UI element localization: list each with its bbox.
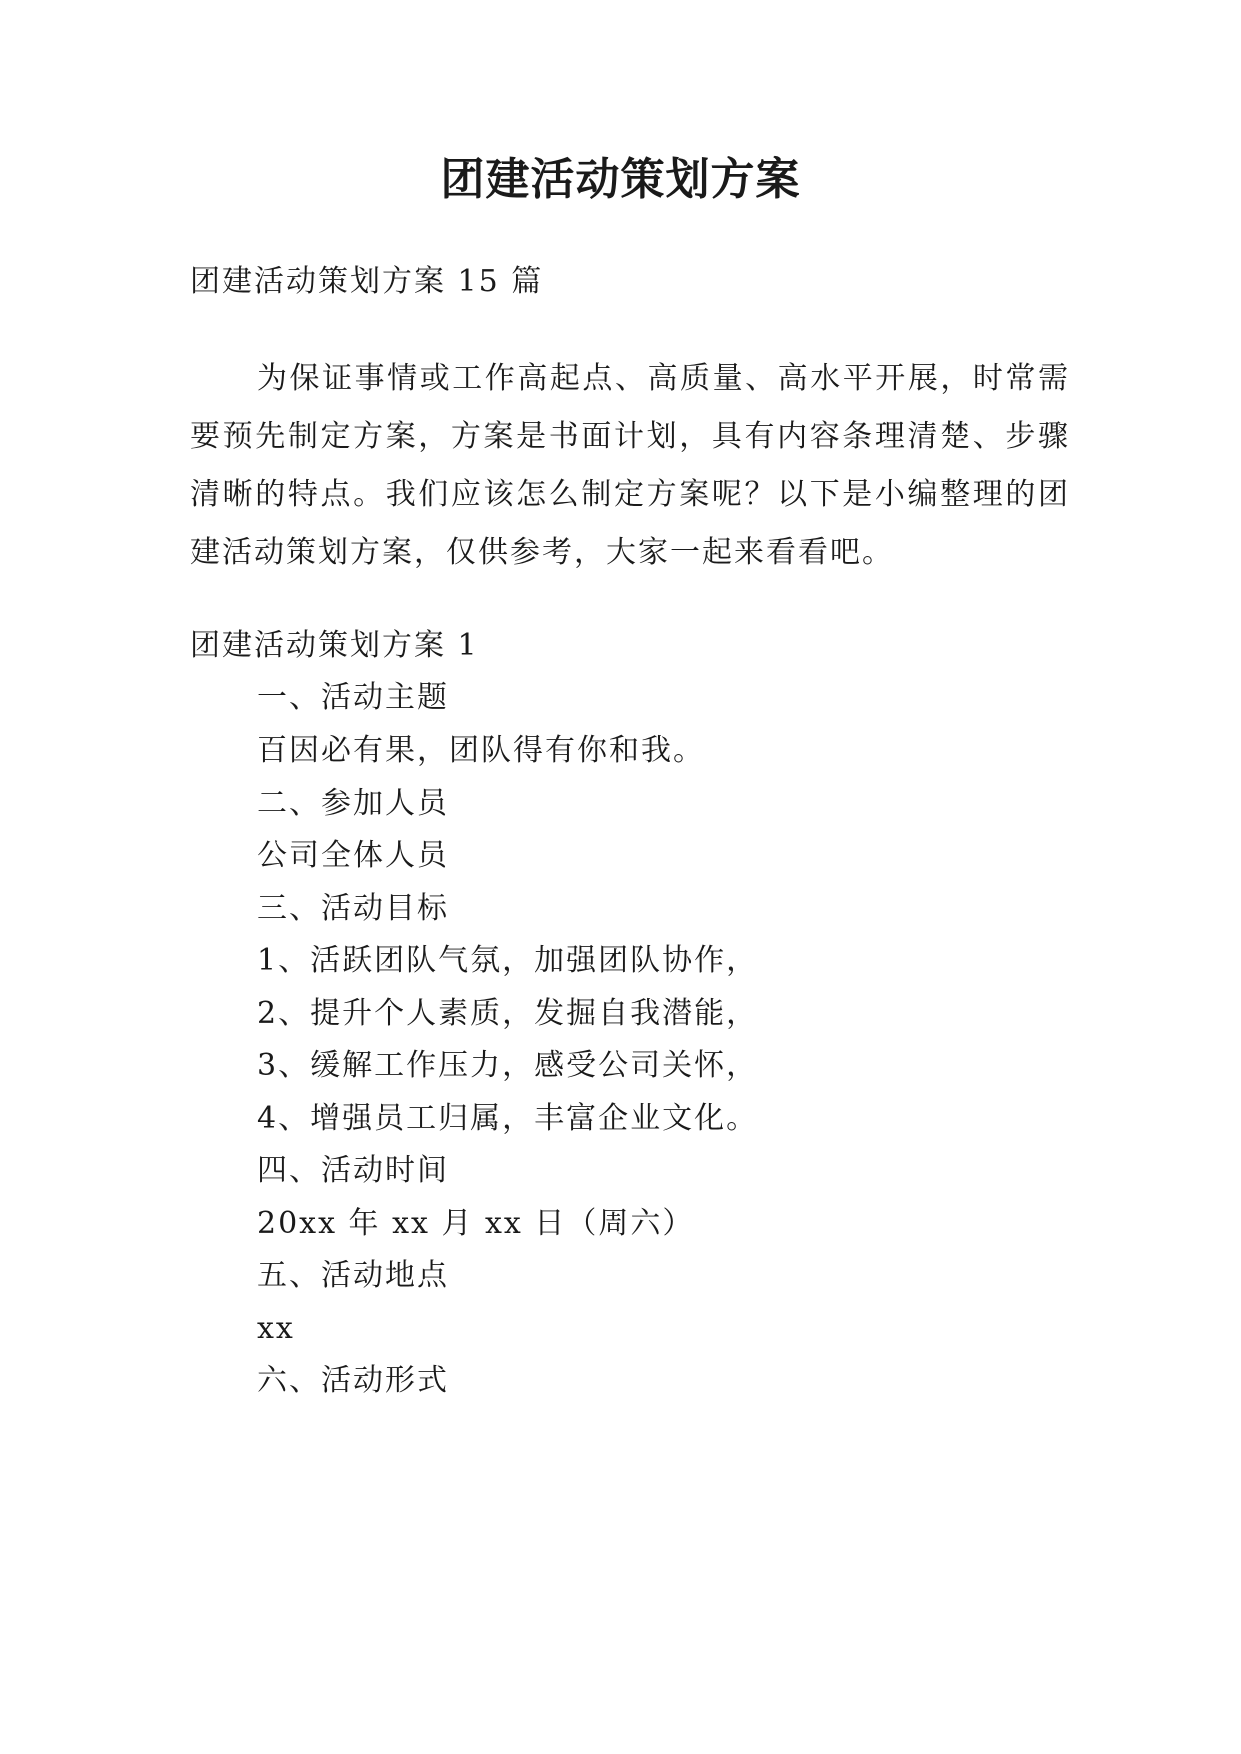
heading-time: 四、活动时间	[257, 1153, 449, 1188]
location-text: xx	[257, 1311, 295, 1346]
goal-item: 3、缓解工作压力，感受公司关怀，	[257, 1048, 759, 1083]
document-subtitle: 团建活动策划方案 15 篇	[190, 264, 544, 299]
goal-item: 4、增强员工归属，丰富企业文化。	[257, 1101, 759, 1136]
intro-paragraph: 为保证事情或工作高起点、高质量、高水平开展，时常需要预先制定方案，方案是书面计划，具有内容条理清楚、步骤清晰的特点。我们应该怎么制定方案呢？以下是小编整理的团建活动策划方案，仅供参考，大家一起来看看吧。	[190, 361, 1070, 570]
theme-text: 百因必有果，团队得有你和我。	[257, 733, 705, 768]
heading-participants: 二、参加人员	[257, 786, 449, 821]
participants-text: 公司全体人员	[257, 838, 449, 873]
section-heading: 团建活动策划方案 1	[190, 628, 479, 663]
document-title: 团建活动策划方案	[440, 154, 801, 205]
heading-location: 五、活动地点	[257, 1258, 449, 1293]
time-text: 20xx 年 xx 月 xx 日（周六）	[257, 1206, 695, 1241]
heading-format: 六、活动形式	[257, 1363, 449, 1398]
heading-theme: 一、活动主题	[257, 680, 449, 715]
heading-goals: 三、活动目标	[257, 891, 449, 926]
goal-item: 1、活跃团队气氛，加强团队协作，	[257, 943, 759, 978]
goal-item: 2、提升个人素质，发掘自我潜能，	[257, 996, 759, 1031]
